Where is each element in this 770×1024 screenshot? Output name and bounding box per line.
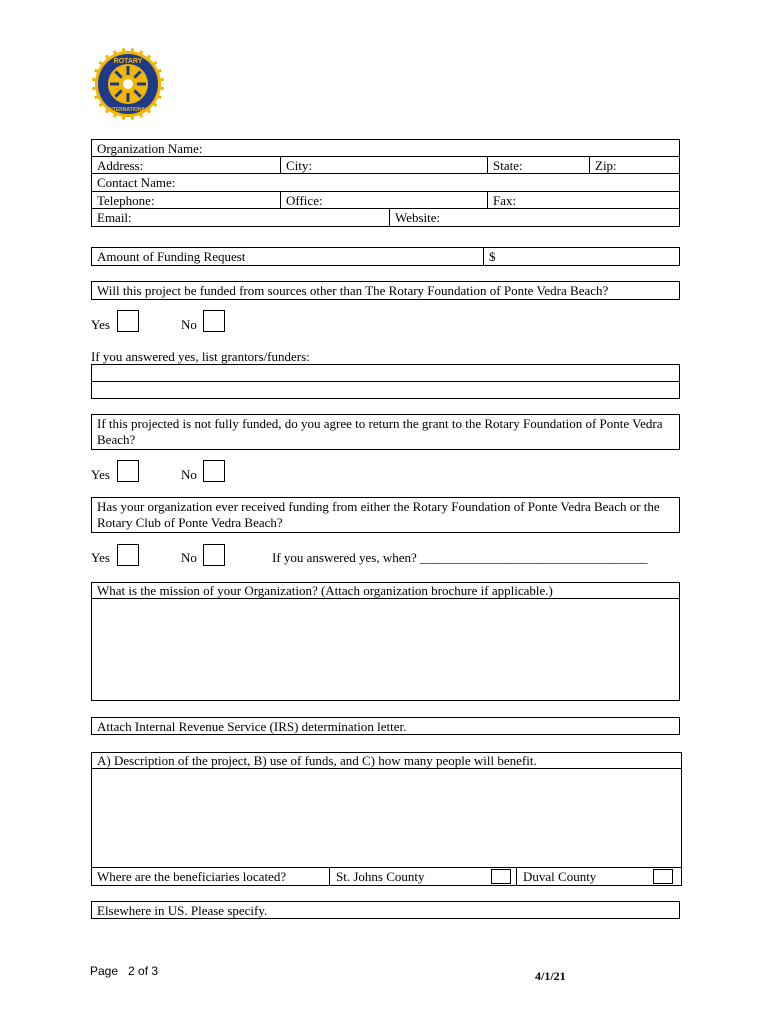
q2-yes-label: Yes [91, 467, 110, 482]
q-other-sources-text: Will this project be funded from sources other than The Rotary Foundation of Ponte Vedra Beach? [97, 283, 609, 298]
logo-top-text: ROTARY [113, 58, 143, 65]
city-field[interactable]: City: [286, 158, 313, 173]
q3-no-checkbox[interactable] [203, 544, 225, 566]
st-johns-label: St. Johns County [336, 869, 425, 884]
fax-field[interactable]: Fax: [493, 193, 517, 208]
contact-name-field[interactable]: Contact Name: [97, 175, 176, 190]
logo-bottom-text: INTERNATIONAL [107, 107, 149, 113]
q2-no-checkbox[interactable] [203, 460, 225, 482]
irs-label: Attach Internal Revenue Service (IRS) determination letter. [97, 719, 407, 734]
email-field[interactable]: Email: [97, 210, 132, 225]
duval-checkbox[interactable] [653, 869, 673, 884]
duval-label: Duval County [523, 869, 597, 884]
q3-no-label: No [181, 550, 197, 565]
q3-yes-label: Yes [91, 550, 110, 565]
location-label: Where are the beneficiaries located? [97, 869, 287, 884]
q-return-text: If this projected is not fully funded, do you agree to return the grant to the Rotary Foundation of Ponte Vedra Beach? [97, 416, 663, 447]
q1-yes-checkbox[interactable] [117, 310, 139, 332]
q3-yes-checkbox[interactable] [117, 544, 139, 566]
state-field[interactable]: State: [493, 158, 523, 173]
description-field[interactable] [91, 768, 682, 868]
elsewhere-label: Elsewhere in US. Please specify. [97, 903, 268, 918]
office-field[interactable]: Office: [286, 193, 323, 208]
mission-label: What is the mission of your Organization? (Attach organization brochure if applicable.) [97, 583, 553, 598]
q1-no-checkbox[interactable] [203, 310, 225, 332]
q1-no-label: No [181, 317, 197, 332]
telephone-field[interactable]: Telephone: [97, 193, 155, 208]
q1-yes-label: Yes [91, 317, 110, 332]
mission-field[interactable] [91, 598, 680, 701]
website-field[interactable]: Website: [395, 210, 441, 225]
q-received-text: Has your organization ever received funding from either the Rotary Foundation of Ponte Vedra Beach or the Rotary Club of Ponte Vedra Beach? [97, 499, 660, 530]
grantors-prompt: If you answered yes, list grantors/funders: [91, 349, 310, 364]
page-number: Page 2 of 3 [90, 964, 159, 978]
funding-amount-field[interactable]: $ [489, 249, 496, 264]
org-name-field[interactable]: Organization Name: [97, 141, 203, 156]
address-field[interactable]: Address: [97, 158, 144, 173]
revision-date: 4/1/21 [535, 969, 566, 983]
received-when-field[interactable]: If you answered yes, when? ___________________________________ [272, 550, 648, 565]
description-label: A) Description of the project, B) use of funds, and C) how many people will benefit. [97, 753, 537, 768]
funding-label: Amount of Funding Request [97, 249, 246, 264]
st-johns-checkbox[interactable] [491, 869, 511, 884]
rotary-logo [89, 44, 167, 124]
q2-yes-checkbox[interactable] [117, 460, 139, 482]
zip-field[interactable]: Zip: [595, 158, 617, 173]
q2-no-label: No [181, 467, 197, 482]
